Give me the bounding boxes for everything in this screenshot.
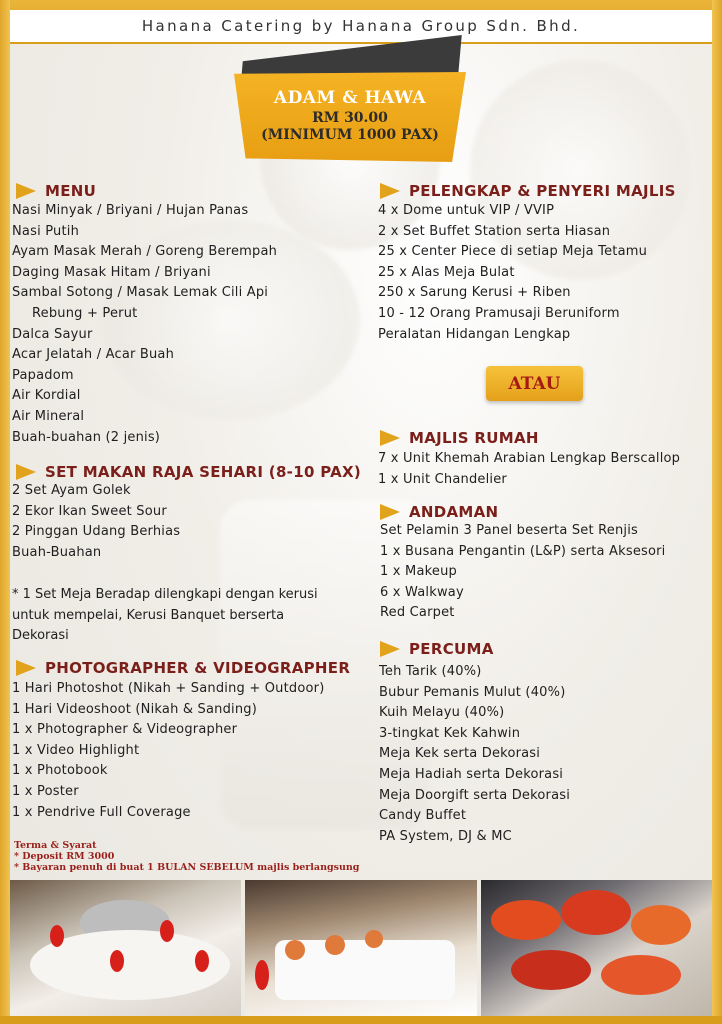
list-item: 2 x Set Buffet Station serta Hiasan xyxy=(378,223,611,239)
list-item: 4 x Dome untuk VIP / VVIP xyxy=(378,203,555,218)
pelengkap-heading xyxy=(380,182,676,200)
menu-heading-label: MENU xyxy=(45,182,97,200)
list-item: 6 x Walkway xyxy=(380,584,464,600)
list-item: 2 Pinggan Udang Berhias xyxy=(12,524,181,540)
list-item: Air Mineral xyxy=(12,408,85,424)
company-name: Hanana Catering by Hanana Group Sdn. Bhd. xyxy=(10,10,712,42)
banquet-hall-photo xyxy=(245,880,476,1016)
seafood-buffet-photo xyxy=(481,880,712,1016)
table-setting-photo xyxy=(10,880,241,1016)
set-makan-note: * 1 Set Meja Beradap dilengkapi dengan kerusi untuk mempelai, Kerusi Banquet berserta Dekorasi xyxy=(12,587,318,643)
list-item: 1 x Poster xyxy=(12,783,79,799)
list-item: Sambal Sotong / Masak Lemak Cili Api xyxy=(12,285,269,301)
package-price: RM 30.00 xyxy=(312,110,388,126)
terms-title: Terma & Syarat xyxy=(14,840,97,851)
percuma-list xyxy=(379,662,570,847)
list-item: 3-tingkat Kek Kahwin xyxy=(379,725,521,741)
list-item: 1 x Busana Pengantin (L&P) serta Aksesori xyxy=(380,543,666,559)
andaman-list xyxy=(380,521,666,624)
list-item: Kuih Melayu (40%) xyxy=(379,705,505,721)
list-item: 7 x Unit Khemah Arabian Lengkap Berscallop xyxy=(378,451,681,466)
list-item: Bubur Pemanis Mulut (40%) xyxy=(379,684,566,700)
arrow-right-icon xyxy=(380,430,400,446)
list-item: Candy Buffet xyxy=(379,808,467,824)
majlis-rumah-heading-label: MAJLIS RUMAH xyxy=(409,429,539,447)
list-item: Daging Masak Hitam / Briyani xyxy=(12,264,211,280)
list-item: Meja Kek serta Dekorasi xyxy=(379,746,541,762)
andaman-heading xyxy=(380,503,498,521)
list-item: 1 x Pendrive Full Coverage xyxy=(12,804,191,820)
list-item: 1 x Video Highlight xyxy=(12,742,140,758)
photographer-list xyxy=(12,679,325,823)
list-item: 1 x Unit Chandelier xyxy=(378,471,507,487)
list-item: PA System, DJ & MC xyxy=(379,828,512,844)
list-item: Papadom xyxy=(12,367,74,383)
list-item: 1 x Photographer & Videographer xyxy=(12,722,238,738)
list-item: 250 x Sarung Kerusi + Riben xyxy=(378,285,571,301)
arrow-right-icon xyxy=(16,464,36,480)
list-item: Nasi Putih xyxy=(12,223,80,239)
percuma-heading xyxy=(380,640,494,658)
list-item: Teh Tarik (40%) xyxy=(379,664,482,679)
terms-block xyxy=(14,840,359,873)
arrow-right-icon xyxy=(380,183,400,199)
arrow-right-icon xyxy=(16,660,36,676)
photographer-heading-label: PHOTOGRAPHER & VIDEOGRAPHER xyxy=(45,659,351,677)
arrow-right-icon xyxy=(16,183,36,199)
gold-frame-right xyxy=(712,0,722,1024)
gold-frame-left xyxy=(0,0,10,1024)
set-makan-list xyxy=(12,481,180,563)
list-item: Dalca Sayur xyxy=(12,326,93,342)
percuma-heading-label: PERCUMA xyxy=(409,640,494,658)
gold-frame-bottom xyxy=(0,1016,722,1024)
list-item: 2 Ekor Ikan Sweet Sour xyxy=(12,503,167,519)
list-item: 25 x Center Piece di setiap Meja Tetamu xyxy=(378,244,648,260)
terms-line: * Deposit RM 3000 xyxy=(14,851,115,862)
list-item: Rebung + Perut xyxy=(32,305,138,321)
list-item: 1 x Makeup xyxy=(380,564,457,580)
list-item: 1 Hari Videoshoot (Nikah & Sanding) xyxy=(12,701,258,717)
list-item: Buah-buahan (2 jenis) xyxy=(12,429,161,445)
list-item: Set Pelamin 3 Panel beserta Set Renjis xyxy=(380,523,639,538)
pelengkap-list xyxy=(378,201,647,345)
photographer-heading xyxy=(16,659,350,677)
list-item: Meja Doorgift serta Dekorasi xyxy=(379,787,571,803)
list-item: 10 - 12 Orang Pramusaji Beruniform xyxy=(378,305,620,321)
majlis-rumah-heading xyxy=(380,429,539,447)
list-item: Acar Jelatah / Acar Buah xyxy=(12,347,175,363)
list-item: Meja Hadiah serta Dekorasi xyxy=(379,766,564,782)
atau-badge: ATAU xyxy=(486,366,583,401)
list-item: Nasi Minyak / Briyani / Hujan Panas xyxy=(12,203,249,218)
arrow-right-icon xyxy=(380,504,400,520)
package-title: ADAM & HAWA xyxy=(273,88,427,108)
list-item: 25 x Alas Meja Bulat xyxy=(378,264,515,280)
andaman-heading-label: ANDAMAN xyxy=(409,503,499,521)
set-makan-heading xyxy=(16,463,361,481)
menu-heading xyxy=(16,182,96,200)
package-banner xyxy=(234,88,466,144)
list-item: Air Kordial xyxy=(12,388,81,404)
list-item: 1 Hari Photoshot (Nikah + Sanding + Outdoor) xyxy=(12,681,325,696)
list-item: Peralatan Hidangan Lengkap xyxy=(378,326,571,342)
pelengkap-heading-label: PELENGKAP & PENYERI MAJLIS xyxy=(409,182,676,200)
arrow-right-icon xyxy=(380,641,400,657)
set-makan-heading-label: SET MAKAN RAJA SEHARI (8-10 PAX) xyxy=(45,463,362,481)
menu-list xyxy=(12,201,277,448)
terms-line: * Bayaran penuh di buat 1 BULAN SEBELUM majlis berlangsung xyxy=(14,862,360,873)
list-item: Ayam Masak Merah / Goreng Berempah xyxy=(12,244,278,260)
photo-strip xyxy=(10,880,712,1016)
list-item: 2 Set Ayam Golek xyxy=(12,483,131,498)
list-item: Red Carpet xyxy=(380,605,455,621)
majlis-rumah-list xyxy=(378,449,680,490)
list-item: Buah-Buahan xyxy=(12,544,102,560)
package-minimum: (MINIMUM 1000 PAX) xyxy=(261,127,439,143)
list-item: 1 x Photobook xyxy=(12,763,108,779)
